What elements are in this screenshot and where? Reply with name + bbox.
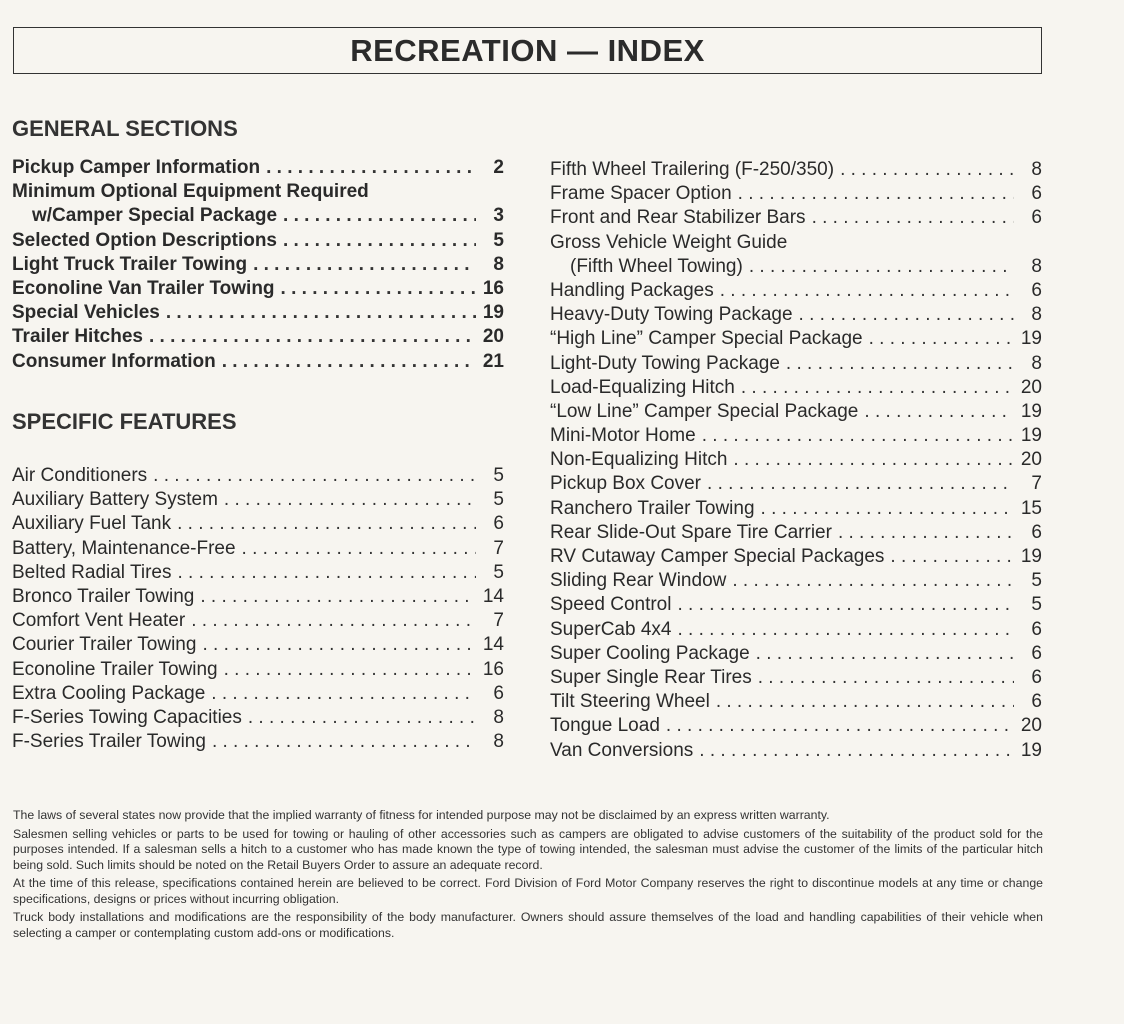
index-entry: Mini-Motor Home . . . 19 (550, 424, 1042, 448)
index-entry: Light Truck Trailer Towing . . . 8 (12, 253, 504, 277)
legal-notice (13, 808, 1043, 944)
index-entry: w/Camper Special Package . . . 3 (12, 204, 504, 228)
legal-paragraph: Truck body installations and modifications are the responsibility of the body manufacturer. Owners should assure themselves of the load and handling capabilities of their vehicle when selecting a camper or contemplating custom add-ons or modifications. (13, 910, 1043, 940)
index-entry: Air Conditioners . . . 5 (12, 464, 504, 488)
index-entry: Gross Vehicle Weight Guide (550, 231, 788, 253)
index-entry: Econoline Van Trailer Towing . . . 16 (12, 277, 504, 301)
index-entry: Auxiliary Battery System . . . 5 (12, 488, 504, 512)
index-entry: Non-Equalizing Hitch . . . 20 (550, 448, 1042, 472)
index-entry: Light-Duty Towing Package . . . 8 (550, 352, 1042, 376)
index-entry: Super Single Rear Tires . . . 6 (550, 666, 1042, 690)
index-entry: Selected Option Descriptions . . . 5 (12, 229, 504, 253)
index-entry: “Low Line” Camper Special Package . . . 19 (550, 400, 1042, 424)
index-entry: Comfort Vent Heater . . . 7 (12, 609, 504, 633)
index-entry: Fifth Wheel Trailering (F-250/350) . . . 8 (550, 158, 1042, 182)
index-entry: SuperCab 4x4 . . . 6 (550, 618, 1042, 642)
index-entry: Frame Spacer Option . . . 6 (550, 182, 1042, 206)
general-sections-heading: GENERAL SECTIONS (12, 116, 238, 141)
legal-paragraph: At the time of this release, specifications contained herein are believed to be correct. Ford Division of Ford Motor Company reserves the right to discontinue models at any time or change specifications, designs or prices without incurring obligation. (13, 876, 1043, 906)
index-entry: Rear Slide-Out Spare Tire Carrier . . . 6 (550, 521, 1042, 545)
index-entry: Heavy-Duty Towing Package . . . 8 (550, 303, 1042, 327)
index-entry: Van Conversions . . . 19 (550, 739, 1042, 763)
index-entry: Tongue Load . . . 20 (550, 714, 1042, 738)
index-entry: RV Cutaway Camper Special Packages . . . 19 (550, 545, 1042, 569)
index-entry: Pickup Box Cover . . . 7 (550, 472, 1042, 496)
index-entry: Pickup Camper Information . . . 2 (12, 156, 504, 180)
index-entry: Extra Cooling Package . . . 6 (12, 682, 504, 706)
legal-paragraph: Salesmen selling vehicles or parts to be used for towing or hauling of other accessories such as campers are obligated to advise customers of the suitability of the product sold for the purposes intended. If a salesman sells a hitch to a customer who has made known the type of towing intended, the salesman must advise the customer of the limits of the particular hitch being sold. Such limits should be noted on the Retail Buyers Order to assure an adequate record. (13, 826, 1043, 872)
index-entry: (Fifth Wheel Towing) . . . 8 (550, 255, 1042, 279)
page-title: RECREATION — INDEX (350, 32, 705, 68)
index-entry: Tilt Steering Wheel . . . 6 (550, 690, 1042, 714)
index-entry: Auxiliary Fuel Tank . . . 6 (12, 512, 504, 536)
page-title-box (13, 27, 1042, 74)
index-entry: F-Series Towing Capacities . . . 8 (12, 706, 504, 730)
specific-features-list-right (550, 158, 1042, 763)
index-entry: Minimum Optional Equipment Required (12, 181, 369, 203)
index-entry: Front and Rear Stabilizer Bars . . . 6 (550, 206, 1042, 230)
index-entry: Trailer Hitches . . . 20 (12, 325, 504, 349)
specific-features-heading: SPECIFIC FEATURES (12, 409, 237, 434)
index-entry: Sliding Rear Window . . . 5 (550, 569, 1042, 593)
index-entry: “High Line” Camper Special Package . . . 19 (550, 327, 1042, 351)
index-entry: Special Vehicles . . . 19 (12, 301, 504, 325)
index-entry: F-Series Trailer Towing . . . 8 (12, 730, 504, 754)
index-entry: Courier Trailer Towing . . . 14 (12, 633, 504, 657)
general-sections-list (12, 156, 504, 374)
index-entry: Belted Radial Tires . . . 5 (12, 561, 504, 585)
specific-features-list (12, 464, 504, 754)
index-entry: Econoline Trailer Towing . . . 16 (12, 658, 504, 682)
index-entry: Super Cooling Package . . . 6 (550, 642, 1042, 666)
legal-paragraph: The laws of several states now provide that the implied warranty of fitness for intended purpose may not be disclaimed by an express written warranty. (13, 808, 830, 822)
index-entry: Ranchero Trailer Towing . . . 15 (550, 497, 1042, 521)
index-entry: Battery, Maintenance-Free . . . 7 (12, 537, 504, 561)
index-entry: Consumer Information . . . 21 (12, 350, 504, 374)
index-entry: Handling Packages . . . 6 (550, 279, 1042, 303)
index-entry: Speed Control . . . 5 (550, 593, 1042, 617)
index-entry: Load-Equalizing Hitch . . . 20 (550, 376, 1042, 400)
index-entry: Bronco Trailer Towing . . . 14 (12, 585, 504, 609)
